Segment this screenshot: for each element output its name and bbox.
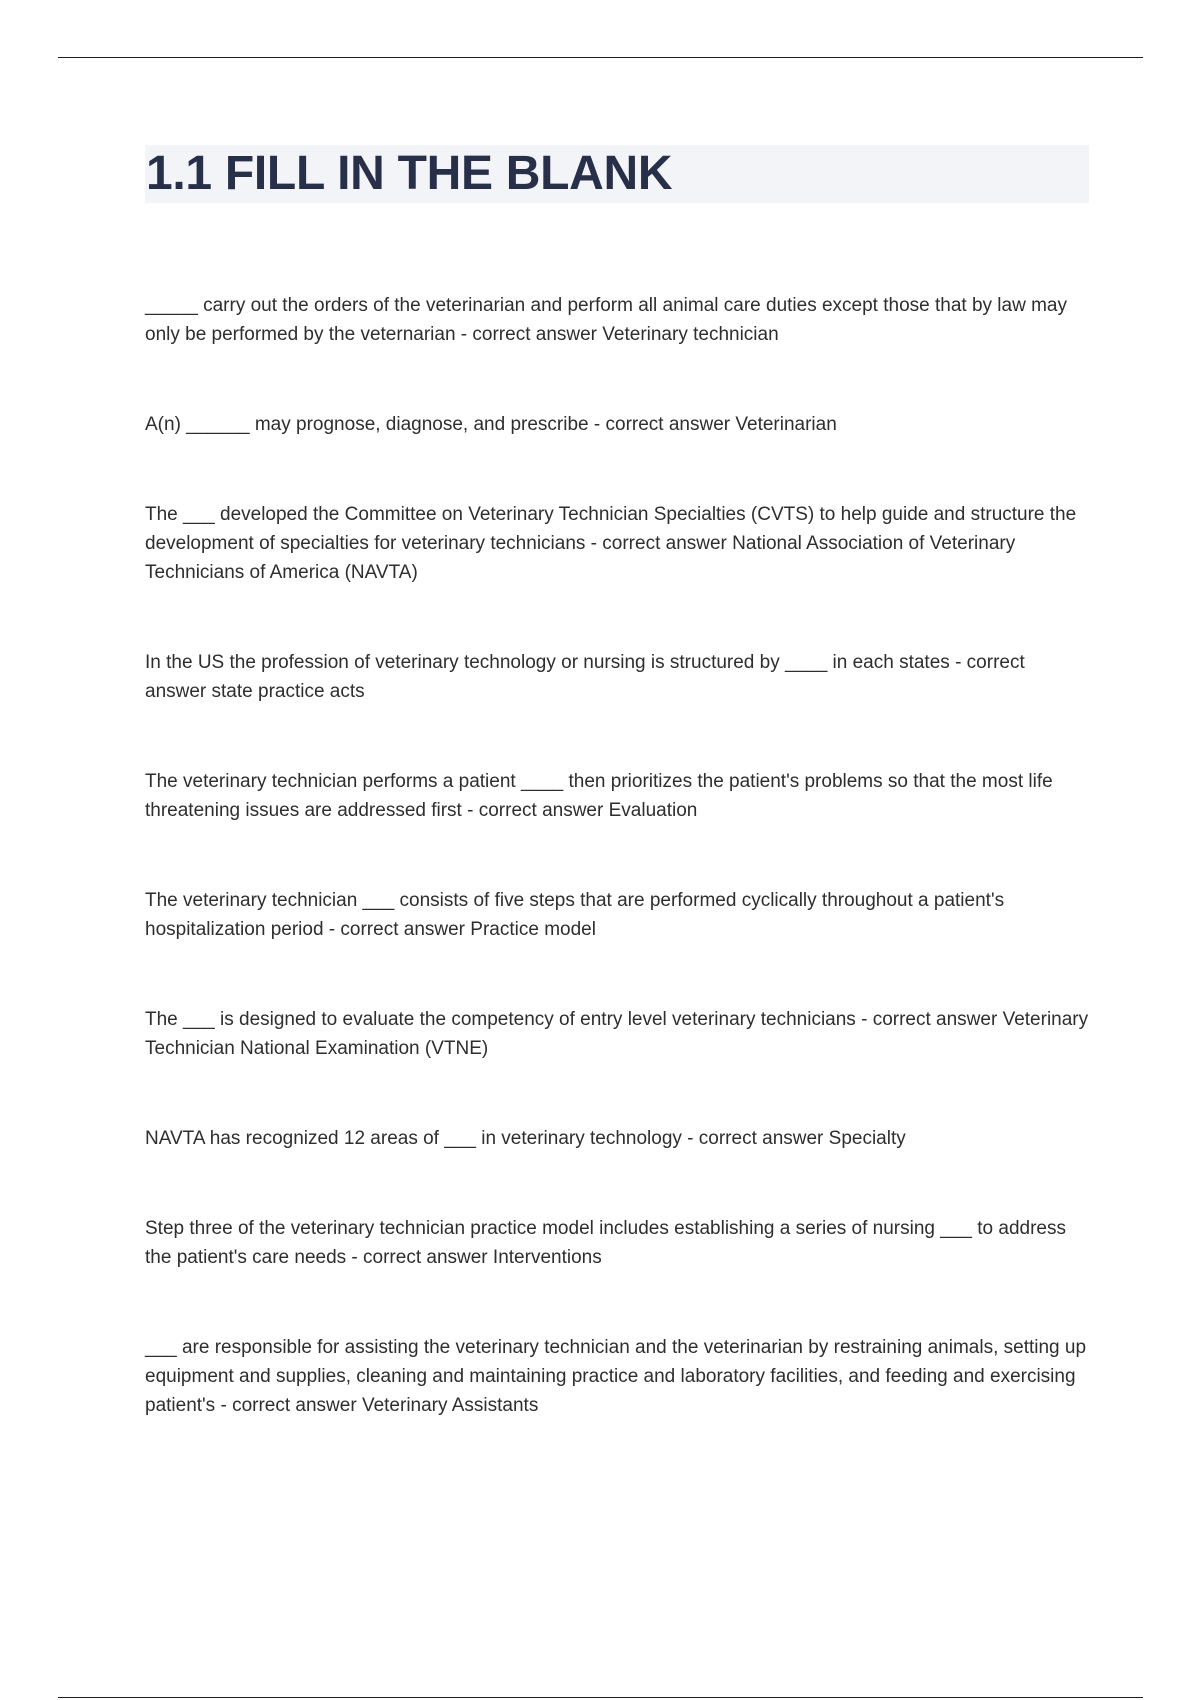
question-prompt: NAVTA has recognized 12 areas of ___ in veterinary technology (145, 1128, 682, 1149)
question-answer: Veterinary technician (602, 324, 779, 345)
question-answer: Veterinary Technician National Examination (VTNE) (145, 1009, 1089, 1059)
question-answer: Specialty (828, 1128, 906, 1149)
question-item (145, 410, 1090, 439)
question-answer: Evaluation (608, 800, 698, 821)
question-item (145, 767, 1090, 825)
answer-separator: - correct answer (323, 919, 471, 940)
question-prompt: The veterinary technician performs a patient ____ then prioritizes the patient's problems so that the most life threatening issues are addressed first (145, 771, 1053, 821)
question-item (145, 1333, 1090, 1420)
question-prompt: In the US the profession of veterinary technology or nursing is structured by ____ in each states (145, 652, 950, 673)
question-answer: Practice model (470, 919, 596, 940)
page-title: 1.1 FILL IN THE BLANK (146, 147, 673, 200)
question-answer: Veterinary Assistants (361, 1395, 539, 1416)
question-prompt: A(n) ______ may prognose, diagnose, and prescribe (145, 414, 589, 435)
answer-separator: - correct answer (455, 324, 603, 345)
answer-separator: - correct answer (215, 1395, 362, 1416)
question-list (145, 291, 1090, 1481)
question-prompt: ___ are responsible for assisting the veterinary technician and the veterinarian by restraining animals, setting up equipment and supplies, cleaning and maintaining practice and laboratory facilities, and feeding and exercising patient's (145, 1337, 1087, 1416)
question-item (145, 1124, 1090, 1153)
question-answer: Veterinarian (735, 414, 837, 435)
question-prompt: The ___ developed the Committee on Veterinary Technician Specialties (CVTS) to help guide and structure the development of specialties for veterinary technicians (145, 504, 1077, 554)
answer-separator: - correct answer (346, 1247, 493, 1268)
answer-separator: - correct answer (461, 800, 609, 821)
top-divider (58, 57, 1143, 58)
question-answer: National Association of Veterinary Technicians of America (NAVTA) (145, 533, 1016, 583)
answer-separator: - correct answer (145, 652, 1025, 702)
question-item (145, 886, 1090, 944)
answer-separator: - correct answer (681, 1128, 829, 1149)
question-prompt: The ___ is designed to evaluate the competency of entry level veterinary technicians (145, 1009, 856, 1030)
question-item (145, 291, 1090, 349)
bottom-divider (58, 1697, 1143, 1698)
answer-separator: - correct answer (588, 414, 736, 435)
question-answer: state practice acts (211, 681, 365, 702)
question-prompt: _____ carry out the orders of the veterinarian and perform all animal care duties except those that by law may only be performed by the veternarian (145, 295, 1067, 345)
question-item (145, 1214, 1090, 1272)
question-item (145, 500, 1090, 587)
question-item (145, 1005, 1090, 1063)
question-prompt: Step three of the veterinary technician practice model includes establishing a series of nursing ___ to address the patient's care needs (145, 1218, 1066, 1268)
question-prompt: The veterinary technician ___ consists of five steps that are performed cyclically throughout a patient's hospitalization period (145, 890, 1005, 940)
answer-separator: - correct answer (855, 1009, 1003, 1030)
answer-separator: - correct answer (585, 533, 733, 554)
question-item (145, 648, 1090, 706)
question-answer: Interventions (492, 1247, 602, 1268)
